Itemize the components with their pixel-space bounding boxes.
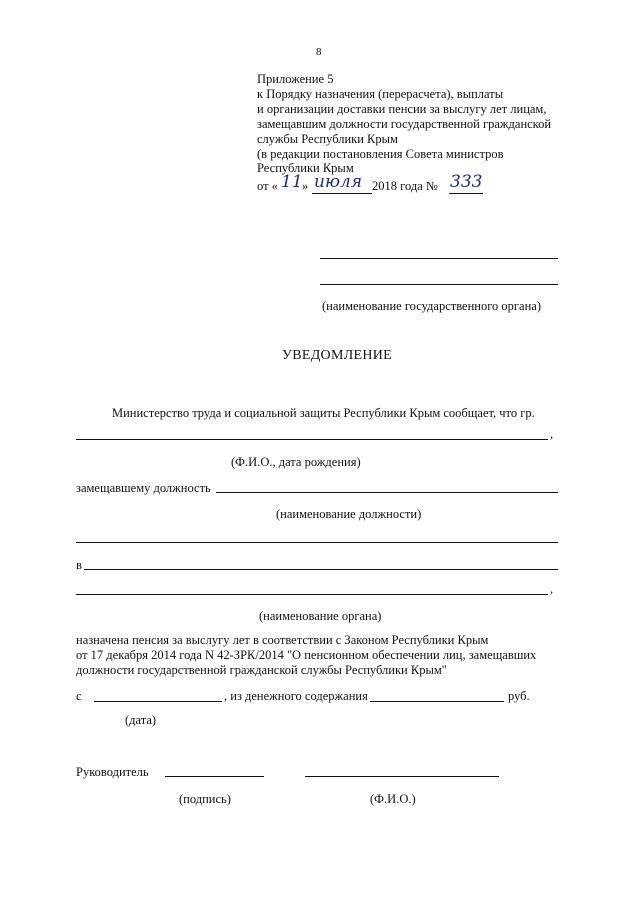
- handwritten-month: июля: [314, 172, 362, 192]
- head-label: Руководитель: [76, 765, 149, 779]
- fio-field[interactable]: [76, 439, 548, 440]
- appendix-line: (в редакции постановления Совета министров: [257, 147, 504, 161]
- currency-label: руб.: [508, 689, 530, 703]
- position-field-continued[interactable]: [76, 542, 558, 543]
- caption-date: (дата): [125, 713, 157, 727]
- handwritten-day: 11: [281, 172, 303, 192]
- comma: ,: [550, 427, 554, 441]
- date-prefix: от «: [257, 179, 278, 193]
- handwritten-number: 333: [450, 172, 483, 192]
- position-field[interactable]: [216, 492, 558, 493]
- caption-fio-birth: (Ф.И.О., дата рождения): [231, 455, 361, 469]
- from-label: с: [76, 689, 82, 703]
- appendix-line: службы Республики Крым: [257, 132, 398, 146]
- caption-fio: (Ф.И.О.): [370, 792, 416, 806]
- date-month-underline: [312, 193, 372, 194]
- position-label: замещавшему должность: [76, 481, 211, 495]
- document-title: УВЕДОМЛЕНИЕ: [282, 348, 393, 363]
- pension-text-line: назначена пенсия за выслугу лет в соответствии с Законом Республики Крым: [76, 633, 489, 647]
- appendix-line: Приложение 5: [257, 72, 334, 86]
- number-underline: [449, 193, 483, 194]
- comma: ,: [550, 582, 554, 596]
- caption-government-body: (наименование государственного органа): [322, 299, 541, 313]
- pension-text-line: должности государственной гражданской службы Республики Крым": [76, 663, 447, 677]
- head-fio-field[interactable]: [305, 776, 499, 777]
- date-year-text: 2018 года №: [372, 179, 438, 193]
- in-label: в: [76, 558, 82, 572]
- organ-field-continued[interactable]: [76, 594, 548, 595]
- salary-label: , из денежного содержания: [224, 689, 368, 703]
- page-number: 8: [316, 46, 322, 58]
- salary-field[interactable]: [370, 701, 504, 702]
- appendix-line: Республики Крым: [257, 161, 354, 175]
- date-quote-close: »: [302, 179, 309, 193]
- pension-text-line: от 17 декабря 2014 года N 42-ЗРК/2014 "О пенсионном обеспечении лиц, замещавших: [76, 648, 537, 662]
- appendix-line: замещавшим должности государственной гражданской: [257, 117, 552, 131]
- appendix-line: к Порядку назначения (перерасчета), выплаты: [257, 87, 504, 101]
- signature-field[interactable]: [165, 776, 264, 777]
- organ-field[interactable]: [84, 569, 558, 570]
- date-field[interactable]: [94, 701, 222, 702]
- caption-organ: (наименование органа): [259, 609, 382, 623]
- recipient-line-1: [320, 258, 558, 259]
- appendix-line: и организации доставки пенсии за выслугу лет лицам,: [257, 102, 547, 116]
- intro-text: Министерство труда и социальной защиты Республики Крым сообщает, что гр.: [112, 406, 535, 420]
- recipient-line-2: [320, 284, 558, 285]
- caption-position: (наименование должности): [276, 507, 422, 521]
- caption-signature: (подпись): [179, 792, 231, 806]
